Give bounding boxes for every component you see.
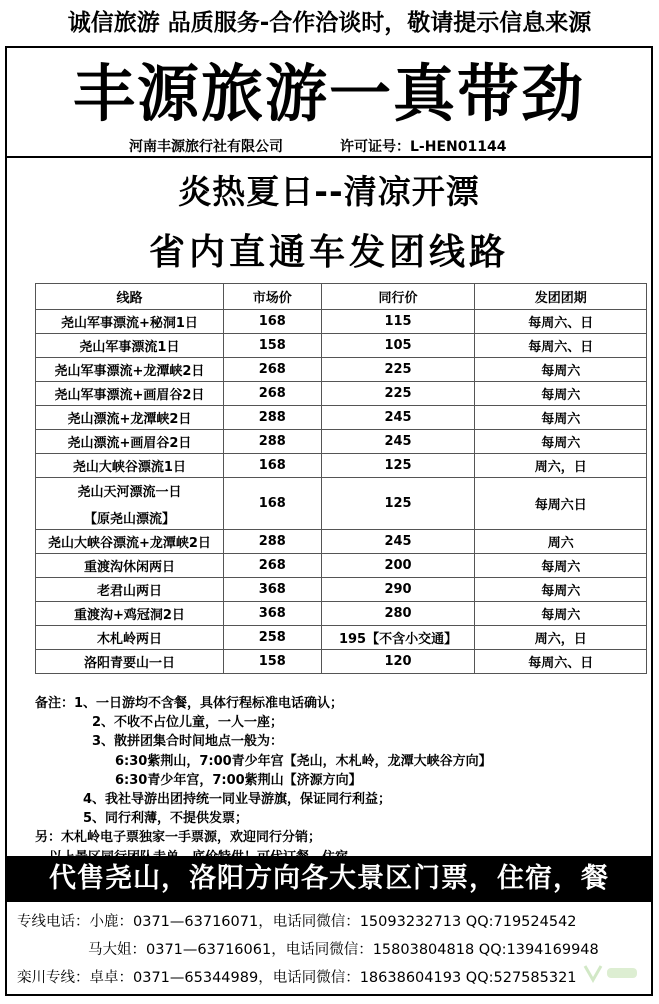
note-line: 6:30青少年宫，7:00紫荆山【济源方向】 [115, 772, 362, 788]
route-cell: 木札岭两日 [36, 626, 224, 650]
table-row [36, 430, 647, 454]
peer-price-cell: 125 [321, 454, 475, 478]
peer-price-cell: 225 [321, 358, 475, 382]
note-line: 2、不收不占位儿童，一人一座； [92, 715, 284, 731]
note-line: 备注：1、一日游均不含餐，具体行程标准电话确认； [35, 696, 344, 711]
peer-price-cell: 105 [321, 334, 475, 358]
route-cell: 重渡沟+鸡冠洞2日 [36, 602, 224, 626]
route-cell: 重渡沟休闲两日 [36, 554, 224, 578]
ticket-banner: 代售尧山，洛阳方向各大景区门票，住宿，餐 [7, 856, 651, 902]
market-price-cell: 268 [223, 554, 321, 578]
schedule-cell: 每周六 [475, 578, 647, 602]
poster-frame [5, 46, 653, 996]
peer-price-cell: 290 [321, 578, 475, 602]
contact-line: 马大姐：0371—63716061，电话同微信：15803804818 QQ:1394169948 [88, 942, 599, 958]
table-row [36, 382, 647, 406]
market-price-cell: 158 [223, 650, 321, 674]
schedule-cell: 每周六、日 [475, 650, 647, 674]
route-cell: 尧山军事漂流+龙潭峡2日 [36, 358, 224, 382]
table-row [36, 406, 647, 430]
route-note: 【原尧山漂流】 [83, 511, 175, 527]
license-number: 许可证号：L-HEN01144 [340, 139, 507, 155]
company-name: 河南丰源旅行社有限公司 [129, 139, 283, 155]
table-row [36, 530, 647, 554]
schedule-cell: 周六，日 [475, 626, 647, 650]
route-name: 尧山天河漂流一日 [77, 484, 182, 500]
schedule-cell: 每周六 [475, 554, 647, 578]
peer-price-cell: 245 [321, 530, 475, 554]
peer-price-cell: 245 [321, 430, 475, 454]
route-cell: 尧山军事漂流+画眉谷2日 [36, 382, 224, 406]
note-line: 5、同行利薄，不提供发票； [83, 811, 249, 827]
note-line: 6:30紫荆山，7:00青少年宫【尧山，木札岭，龙潭大峡谷方向】 [115, 753, 492, 769]
table-row [36, 554, 647, 578]
route-cell: 老君山两日 [36, 578, 224, 602]
market-price-cell: 168 [223, 478, 321, 530]
table-row [36, 602, 647, 626]
headline-routes: 省内直通车发团线路 [148, 232, 509, 273]
table-row [36, 454, 647, 478]
market-price-cell: 288 [223, 530, 321, 554]
route-cell: 尧山大峡谷漂流1日 [36, 454, 224, 478]
table-header-row [36, 284, 647, 310]
market-price-cell: 368 [223, 578, 321, 602]
table-row [36, 334, 647, 358]
watermark-logo-icon [581, 962, 641, 984]
peer-price-cell: 115 [321, 310, 475, 334]
table-row [36, 478, 647, 530]
peer-price-cell: 200 [321, 554, 475, 578]
peer-price-cell: 120 [321, 650, 475, 674]
table-row [36, 578, 647, 602]
market-price-cell: 258 [223, 626, 321, 650]
contact-line: 专线电话：小鹿：0371—63716071，电话同微信：15093232713 QQ:719524542 [17, 914, 577, 930]
header-schedule: 发团团期 [475, 284, 647, 310]
header-market-price: 市场价 [223, 284, 321, 310]
contact-line: 栾川专线：卓卓：0371—65344989，电话同微信：18638604193 QQ:527585321 [17, 970, 577, 986]
market-price-cell: 158 [223, 334, 321, 358]
table-row [36, 650, 647, 674]
market-price-cell: 168 [223, 310, 321, 334]
route-cell: 尧山军事漂流1日 [36, 334, 224, 358]
brand-title: 丰源旅游一真带劲 [72, 57, 585, 130]
peer-price-cell: 225 [321, 382, 475, 406]
schedule-cell: 每周六 [475, 406, 647, 430]
table-row [36, 626, 647, 650]
note-line: 另：木札岭电子票独家一手票源，欢迎同行分销； [35, 830, 322, 846]
schedule-cell: 每周六、日 [475, 334, 647, 358]
peer-price-cell: 280 [321, 602, 475, 626]
schedule-cell: 每周六 [475, 358, 647, 382]
market-price-cell: 288 [223, 406, 321, 430]
contacts-section [17, 908, 599, 992]
divider [7, 156, 651, 158]
peer-price-cell: 125 [321, 478, 475, 530]
market-price-cell: 168 [223, 454, 321, 478]
route-cell: 尧山大峡谷漂流+龙潭峡2日 [36, 530, 224, 554]
top-slogan: 诚信旅游 品质服务-合作洽谈时，敬请提示信息来源 [67, 10, 592, 36]
header-route: 线路 [36, 284, 224, 310]
route-cell: 尧山漂流+画眉谷2日 [36, 430, 224, 454]
notes-section [35, 694, 492, 867]
routes-table [35, 283, 647, 674]
market-price-cell: 268 [223, 358, 321, 382]
headline-summer: 炎热夏日--清凉开漂 [178, 172, 480, 211]
route-cell: 洛阳青要山一日 [36, 650, 224, 674]
market-price-cell: 288 [223, 430, 321, 454]
note-line: 3、散拼团集合时间地点一般为： [92, 734, 284, 750]
peer-price-cell: 195【不含小交通】 [321, 626, 475, 650]
schedule-cell: 每周六 [475, 382, 647, 406]
note-line: 4、我社导游出团持统一同业导游旗，保证同行利益； [83, 792, 392, 808]
route-cell: 尧山军事漂流+秘洞1日 [36, 310, 224, 334]
schedule-cell: 周六 [475, 530, 647, 554]
schedule-cell: 每周六日 [475, 478, 647, 530]
route-cell: 尧山漂流+龙潭峡2日 [36, 406, 224, 430]
table-row [36, 310, 647, 334]
market-price-cell: 368 [223, 602, 321, 626]
schedule-cell: 周六，日 [475, 454, 647, 478]
schedule-cell: 每周六 [475, 430, 647, 454]
table-row [36, 358, 647, 382]
peer-price-cell: 245 [321, 406, 475, 430]
schedule-cell: 每周六 [475, 602, 647, 626]
route-cell [36, 478, 224, 530]
schedule-cell: 每周六、日 [475, 310, 647, 334]
market-price-cell: 268 [223, 382, 321, 406]
header-peer-price: 同行价 [321, 284, 475, 310]
